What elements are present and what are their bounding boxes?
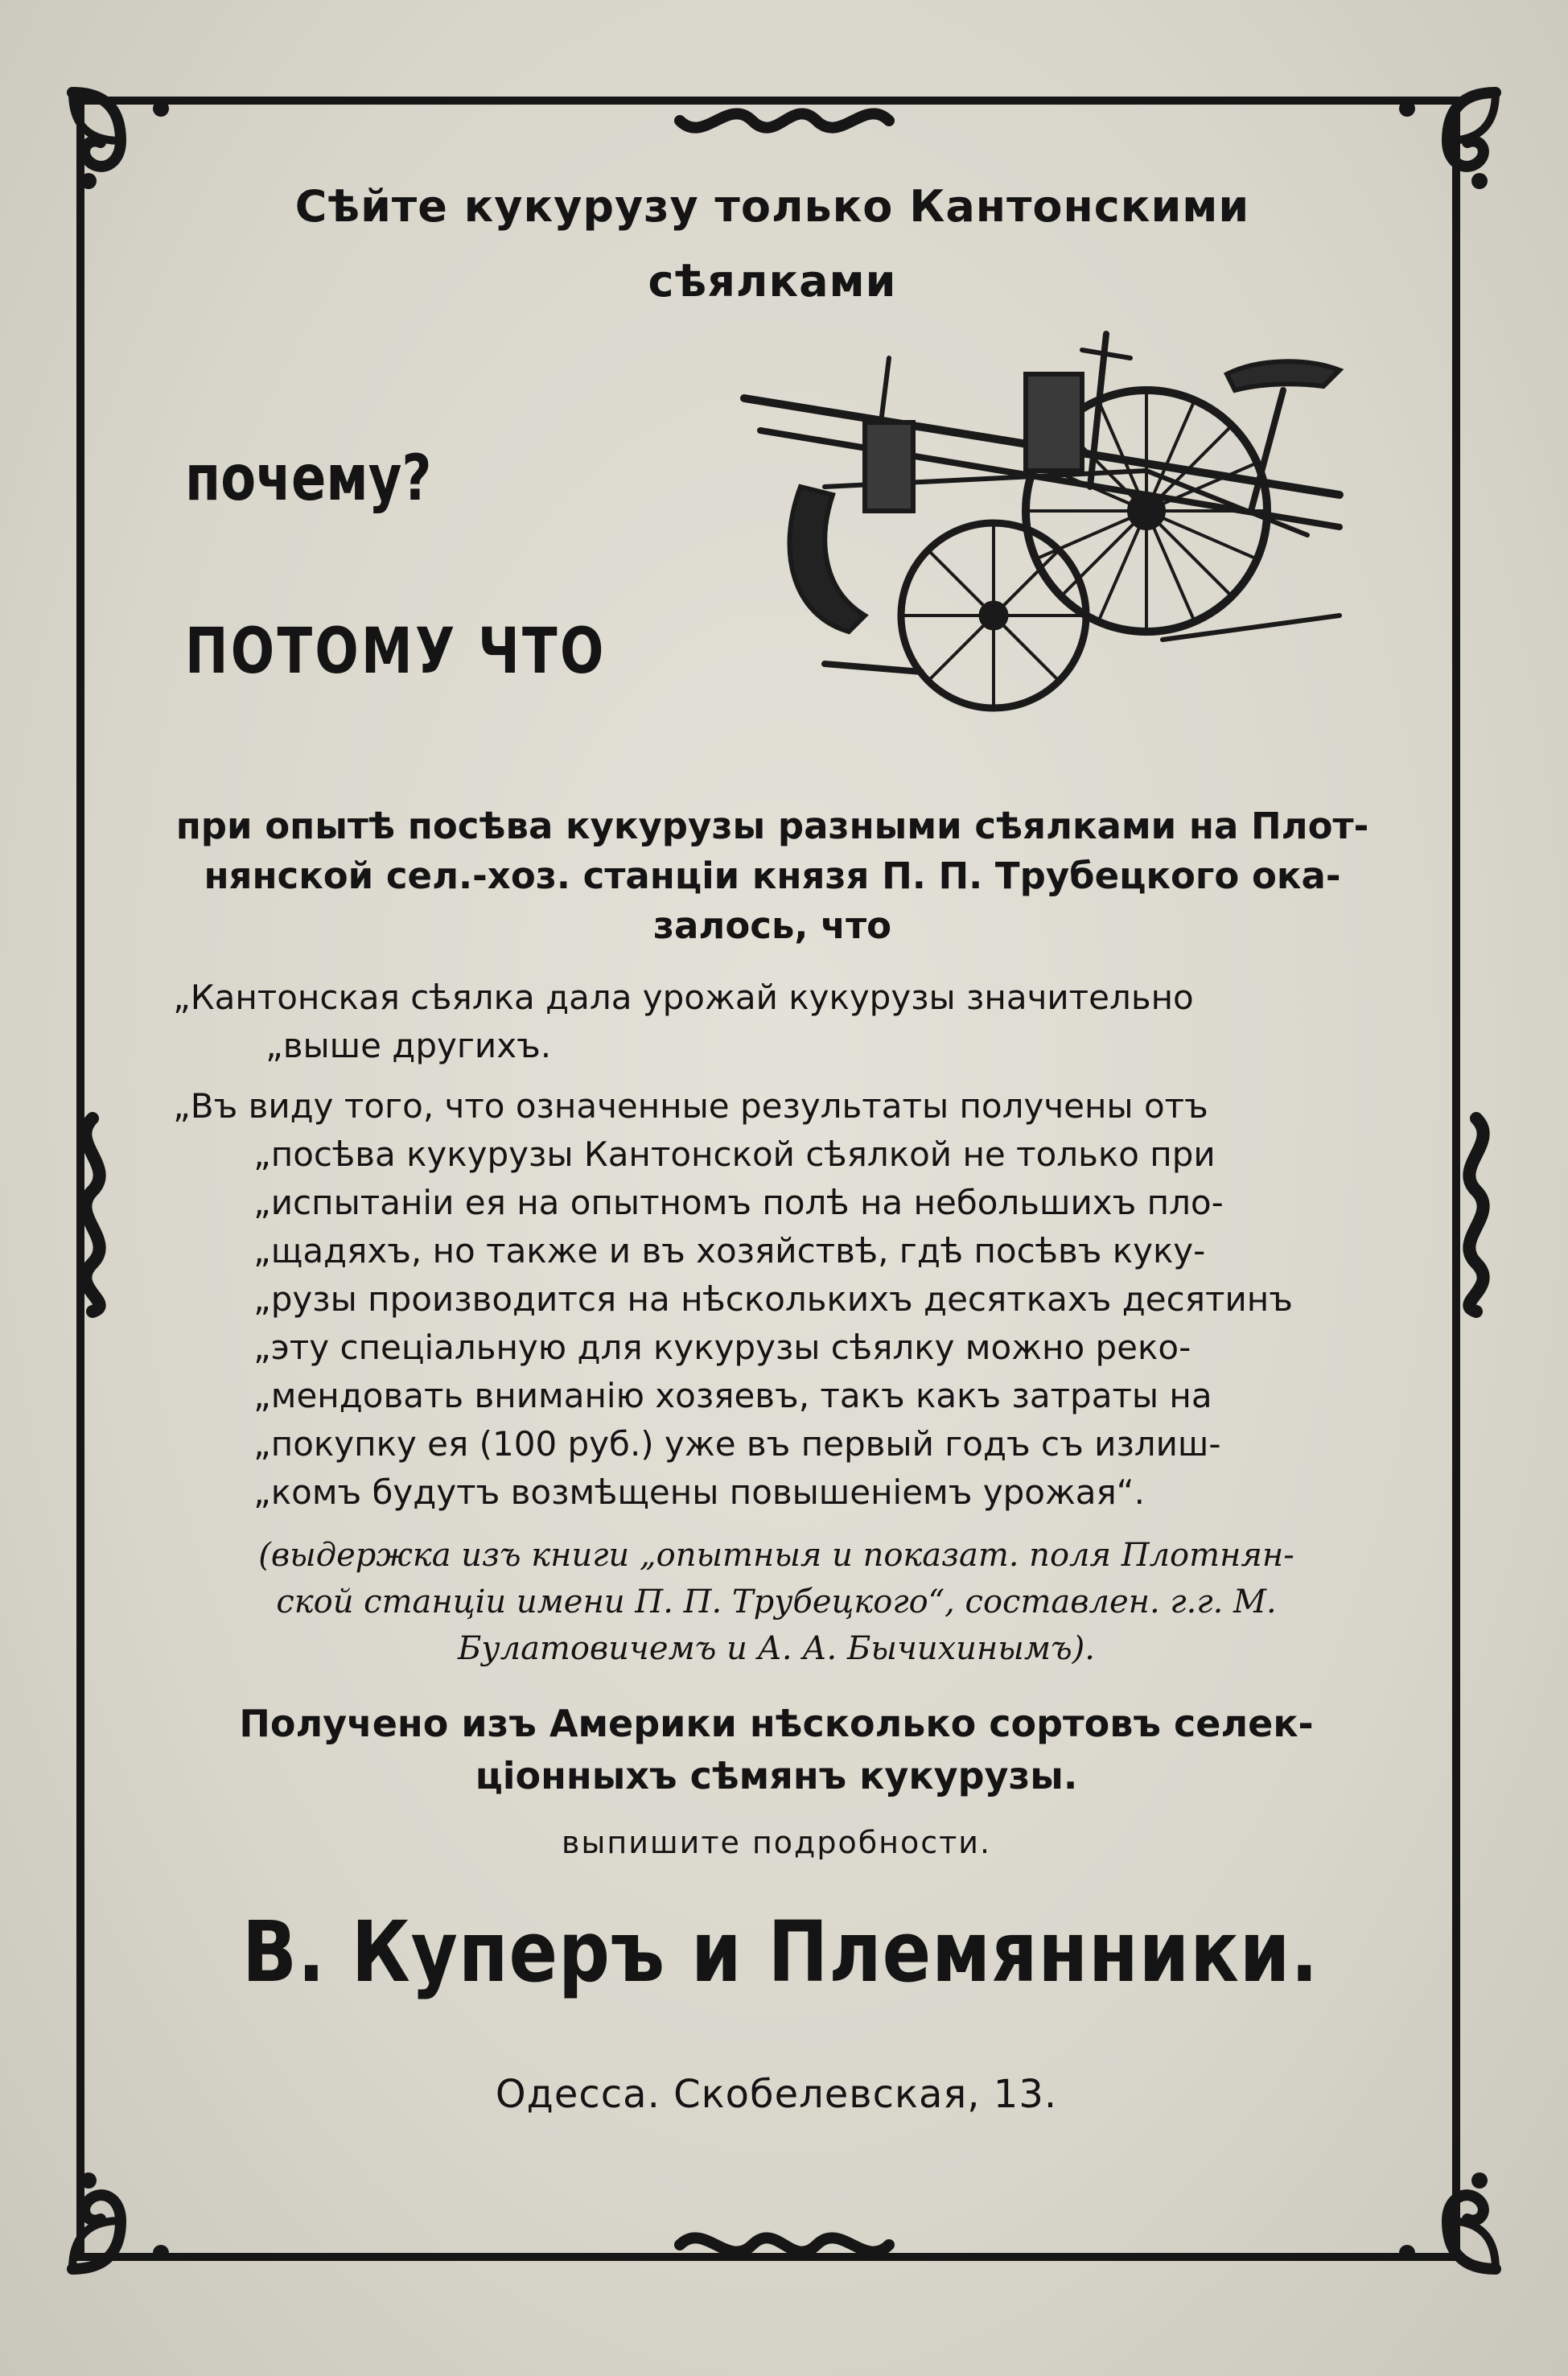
question-text: почему? [185,443,432,515]
citation-line-3: Булатовичемъ и А. А. Бычихинымъ). [458,1630,1095,1667]
seeds-line-1: Получено изъ Америки нѣсколько сортовъ селек- [239,1702,1314,1745]
lead-line-3: залось, что [652,904,892,947]
headline-line1: Сѣйте кукурузу только Кантонскими [294,181,1250,232]
lead-line-2: нянской сел.-хоз. станціи князя П. П. Трубецкого ока- [204,854,1341,897]
headline-line2: сѣялками [648,256,897,307]
quote-line: „мендовать вниманію хозяевъ, такъ какъ затраты на [253,1376,1212,1415]
address-line: Одесса. Скобелевская, 13. [495,2072,1058,2117]
quote-line: „посѣва кукурузы Кантонской сѣялкой не только при [253,1134,1216,1174]
quote-line: „выше другихъ. [265,1026,552,1065]
quote-line: „покупку ея (100 руб.) уже въ первый годъ съ излиш- [253,1424,1221,1464]
answer-text: ПОТОМУ ЧТО [185,616,607,688]
quote-line: „Въ виду того, что означенные результаты получены отъ [173,1086,1208,1126]
citation-line-2: ской станціи имени П. П. Трубецкого“, составлен. г.г. М. [276,1583,1277,1620]
corner-ornament-top-right-icon [1351,76,1512,237]
quote-line: „испытаніи ея на опытномъ полѣ на небольшихъ пло- [253,1183,1224,1222]
quote-line: „рузы производится на нѣсколькихъ десяткахъ десятинъ [253,1279,1293,1319]
firm-name: В. Куперъ и Племянники. [241,1903,1319,2001]
order-line: выпишите подробности. [561,1825,992,1860]
side-scroll-right-icon [1444,1110,1508,1320]
corn-seeder-illustration [728,326,1356,744]
citation-line-1: (выдержка изъ книги „опытныя и показат. поля Плотнян- [258,1537,1294,1574]
quote-line: „эту спеціальную для кукурузы сѣялку можно реко- [253,1328,1191,1367]
seeds-line-2: ціонныхъ сѣмянъ кукурузы. [475,1754,1078,1797]
corner-ornament-top-left-icon [56,76,217,237]
top-scroll-icon [672,93,897,149]
corner-ornament-bottom-left-icon [56,2124,217,2285]
lead-line-1: при опытѣ посѣва кукурузы разными сѣялками на Плот- [175,805,1369,847]
corner-ornament-bottom-right-icon [1351,2124,1512,2285]
quote-line: „щадяхъ, но также и въ хозяйствѣ, гдѣ посѣвъ куку- [253,1231,1206,1270]
quote-line: „комъ будутъ возмѣщены повышеніемъ урожая“. [253,1472,1145,1512]
bottom-scroll-icon [672,2217,897,2273]
side-scroll-left-icon [60,1110,125,1320]
quote-line: „Кантонская сѣялка дала урожай кукурузы значительно [173,978,1194,1017]
